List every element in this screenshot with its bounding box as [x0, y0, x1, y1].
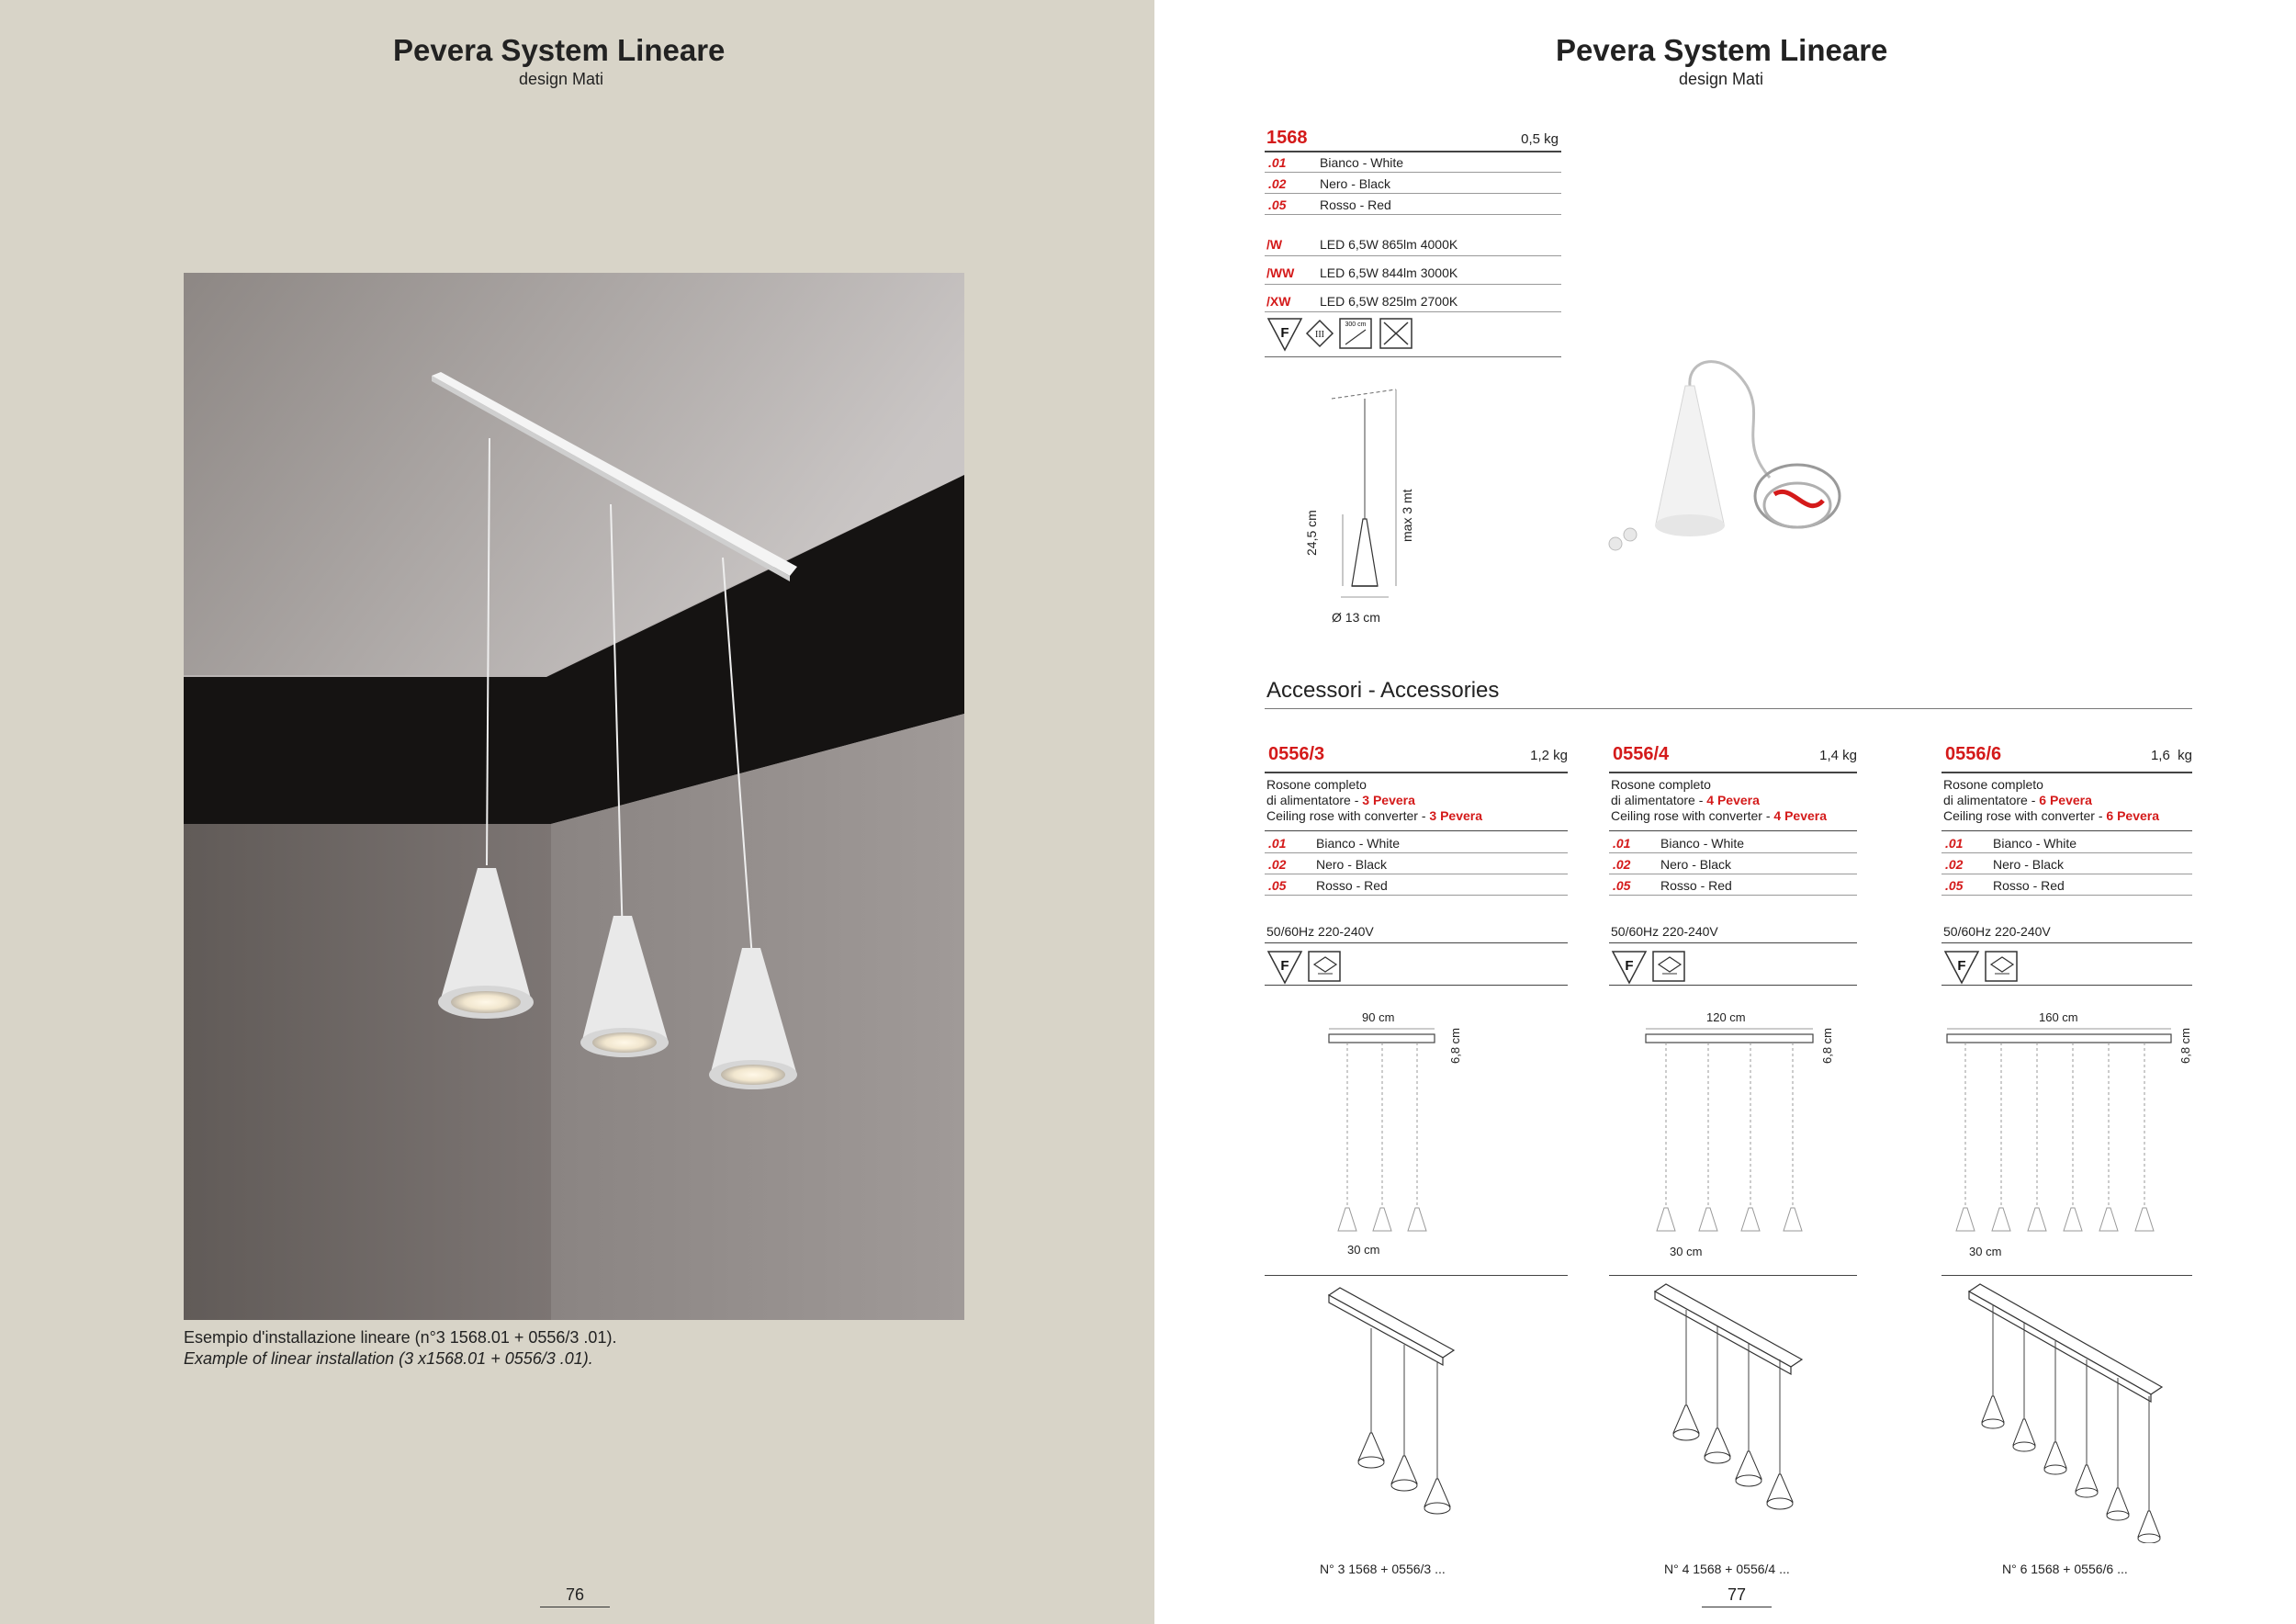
divider [1265, 255, 1561, 256]
f-mark-icon [1613, 952, 1646, 983]
cable-length-label: 300 cm [1345, 321, 1367, 328]
divider [1941, 830, 2192, 831]
finish-code: .05 [1613, 878, 1631, 893]
spacing-label: 30 cm [1347, 1243, 1380, 1257]
divider [1609, 985, 1857, 986]
accessory-icons [1611, 948, 1694, 985]
description-line: di alimentatore - 3 Pevera [1266, 793, 1415, 807]
spacing-label: 30 cm [1670, 1245, 1703, 1258]
product-code: 1568 [1266, 128, 1308, 148]
caption-italian: Esempio d'installazione lineare (n°3 1568.01 + 0556/3 .01). [184, 1328, 617, 1347]
max-length-label: max 3 mt [1400, 489, 1414, 542]
led-label: LED 6,5W 865lm 4000K [1320, 237, 1458, 252]
accessory-weight: 1,6 kg [2150, 748, 2192, 763]
photo-caption [184, 1327, 616, 1370]
product-photo [1586, 331, 1862, 625]
lamp-dimension-drawing [1286, 377, 1442, 634]
divider [1609, 772, 1857, 773]
finish-code: .05 [1945, 878, 1964, 893]
accessory-code: 0556/6 [1945, 744, 2002, 764]
finish-label: Bianco - White [1993, 836, 2077, 851]
rail-drawing-0 [1265, 1020, 1568, 1240]
divider [1265, 151, 1561, 152]
page-subtitle: design Mati [519, 70, 604, 88]
finish-label: Bianco - White [1316, 836, 1401, 851]
converter-icon [1653, 952, 1684, 981]
combination-label: N° 6 1568 + 0556/6 ... [2002, 1562, 2128, 1576]
description-line: Rosone completo [1611, 777, 1711, 792]
finish-label: Nero - Black [1316, 857, 1388, 872]
accessory-code: 0556/4 [1613, 744, 1670, 764]
divider [1265, 1275, 1568, 1276]
accessories-heading: Accessori - Accessories [1266, 678, 1500, 703]
description-line: di alimentatore - 4 Pevera [1611, 793, 1760, 807]
f-mark-icon [1945, 952, 1978, 983]
product-weight: 0,5 kg [1521, 131, 1559, 147]
combination-label: N° 4 1568 + 0556/4 ... [1664, 1562, 1790, 1576]
divider [1941, 852, 2192, 853]
finish-label: Bianco - White [1320, 155, 1404, 170]
page-subtitle: design Mati [1679, 70, 1764, 88]
diameter-label: Ø 13 cm [1332, 610, 1380, 625]
no-cover-icon [1380, 319, 1412, 348]
description-line: Ceiling rose with converter - 6 Pevera [1943, 808, 2160, 823]
accessory-card [1609, 744, 1915, 1576]
length-label: 160 cm [2039, 1010, 2078, 1024]
f-mark-label: F [1280, 325, 1289, 341]
finish-label: Nero - Black [1993, 857, 2065, 872]
finish-label: Rosso - Red [1993, 878, 2065, 893]
voltage-label: 50/60Hz 220-240V [1943, 924, 2051, 939]
certification-icons [1266, 315, 1423, 354]
divider [1609, 942, 1857, 943]
accessory-description [1943, 777, 2159, 824]
divider [1941, 772, 2192, 773]
length-label: 120 cm [1706, 1010, 1746, 1024]
finish-code: .02 [1613, 857, 1631, 872]
accessory-weight: 1,2 kg [1530, 748, 1568, 763]
height-label: 6,8 cm [1820, 1027, 1834, 1064]
divider [1609, 1275, 1857, 1276]
led-label: LED 6,5W 844lm 3000K [1320, 265, 1458, 280]
f-mark-label: F [1625, 958, 1634, 974]
divider [1265, 172, 1561, 173]
divider [1265, 942, 1568, 943]
accessory-description [1266, 777, 1482, 824]
cable-length-icon [1340, 319, 1371, 348]
divider [1609, 895, 1857, 896]
finish-label: Rosso - Red [1320, 197, 1391, 212]
accessory-card [1941, 744, 2247, 1576]
axonometric-drawing-2 [1960, 1277, 2217, 1543]
finish-code: .01 [1268, 836, 1287, 851]
axonometric-drawing-0 [1301, 1277, 1559, 1534]
description-line: Ceiling rose with converter - 4 Pevera [1611, 808, 1828, 823]
height-label: 24,5 cm [1304, 510, 1319, 556]
converter-icon [1986, 952, 2017, 981]
led-code: /WW [1266, 265, 1295, 280]
finish-label: Rosso - Red [1660, 878, 1732, 893]
finish-label: Rosso - Red [1316, 878, 1388, 893]
divider [1265, 356, 1561, 357]
rail-drawing-1 [1609, 1020, 1912, 1240]
axonometric-drawing-1 [1646, 1277, 1903, 1534]
divider [1941, 1275, 2192, 1276]
finish-code: .02 [1268, 176, 1287, 191]
finish-code: .05 [1268, 878, 1287, 893]
divider [1265, 311, 1561, 312]
description-line: Rosone completo [1943, 777, 2043, 792]
finish-code: .01 [1945, 836, 1964, 851]
divider [1265, 708, 2192, 709]
finish-code: .01 [1613, 836, 1631, 851]
converter-icon [1309, 952, 1340, 981]
divider [1265, 985, 1568, 986]
accessory-code: 0556/3 [1268, 744, 1325, 764]
divider [1609, 830, 1857, 831]
divider [1609, 852, 1857, 853]
led-code: /XW [1266, 294, 1291, 309]
f-mark-icon [1268, 319, 1301, 350]
right-page [1154, 0, 2296, 1624]
accessory-weight: 1,4 kg [1819, 748, 1857, 763]
accessory-icons [1943, 948, 2026, 985]
height-label: 6,8 cm [1448, 1027, 1462, 1064]
combination-label: N° 3 1568 + 0556/3 ... [1320, 1562, 1446, 1576]
voltage-label: 50/60Hz 220-240V [1266, 924, 1374, 939]
page-title: Pevera System Lineare [393, 33, 726, 67]
finish-code: .01 [1268, 155, 1287, 170]
finish-code: .05 [1268, 197, 1287, 212]
divider [1265, 830, 1568, 831]
f-mark-icon [1268, 952, 1301, 983]
finish-code: .02 [1945, 857, 1964, 872]
page-number: 77 [1702, 1585, 1772, 1607]
accessory-card [1265, 744, 1570, 1576]
height-label: 6,8 cm [2178, 1027, 2192, 1064]
description-line: Ceiling rose with converter - 3 Pevera [1266, 808, 1483, 823]
finish-code: .02 [1268, 857, 1287, 872]
divider [1265, 214, 1561, 215]
divider [1265, 895, 1568, 896]
divider [1265, 772, 1568, 773]
description-line: di alimentatore - 6 Pevera [1943, 793, 2092, 807]
accessory-description [1611, 777, 1827, 824]
description-line: Rosone completo [1266, 777, 1367, 792]
caption-english: Example of linear installation (3 x1568.01 + 0556/3 .01). [184, 1349, 593, 1368]
f-mark-label: F [1957, 958, 1966, 974]
f-mark-label: F [1280, 958, 1289, 974]
class-iii-label: III [1315, 330, 1324, 340]
accessory-icons [1266, 948, 1349, 985]
installation-photo [184, 273, 964, 1320]
rail-drawing-2 [1941, 1020, 2245, 1240]
led-label: LED 6,5W 825lm 2700K [1320, 294, 1458, 309]
class-iii-icon [1307, 321, 1333, 346]
page-number: 76 [540, 1585, 610, 1607]
divider [1265, 284, 1561, 285]
divider [1941, 895, 2192, 896]
led-code: /W [1266, 237, 1283, 252]
finish-label: Nero - Black [1320, 176, 1391, 191]
page-title: Pevera System Lineare [1556, 33, 1888, 67]
divider [1265, 852, 1568, 853]
divider [1941, 942, 2192, 943]
divider [1265, 193, 1561, 194]
finish-label: Bianco - White [1660, 836, 1745, 851]
divider [1941, 985, 2192, 986]
spacing-label: 30 cm [1969, 1245, 2002, 1258]
length-label: 90 cm [1362, 1010, 1395, 1024]
finish-label: Nero - Black [1660, 857, 1732, 872]
voltage-label: 50/60Hz 220-240V [1611, 924, 1718, 939]
